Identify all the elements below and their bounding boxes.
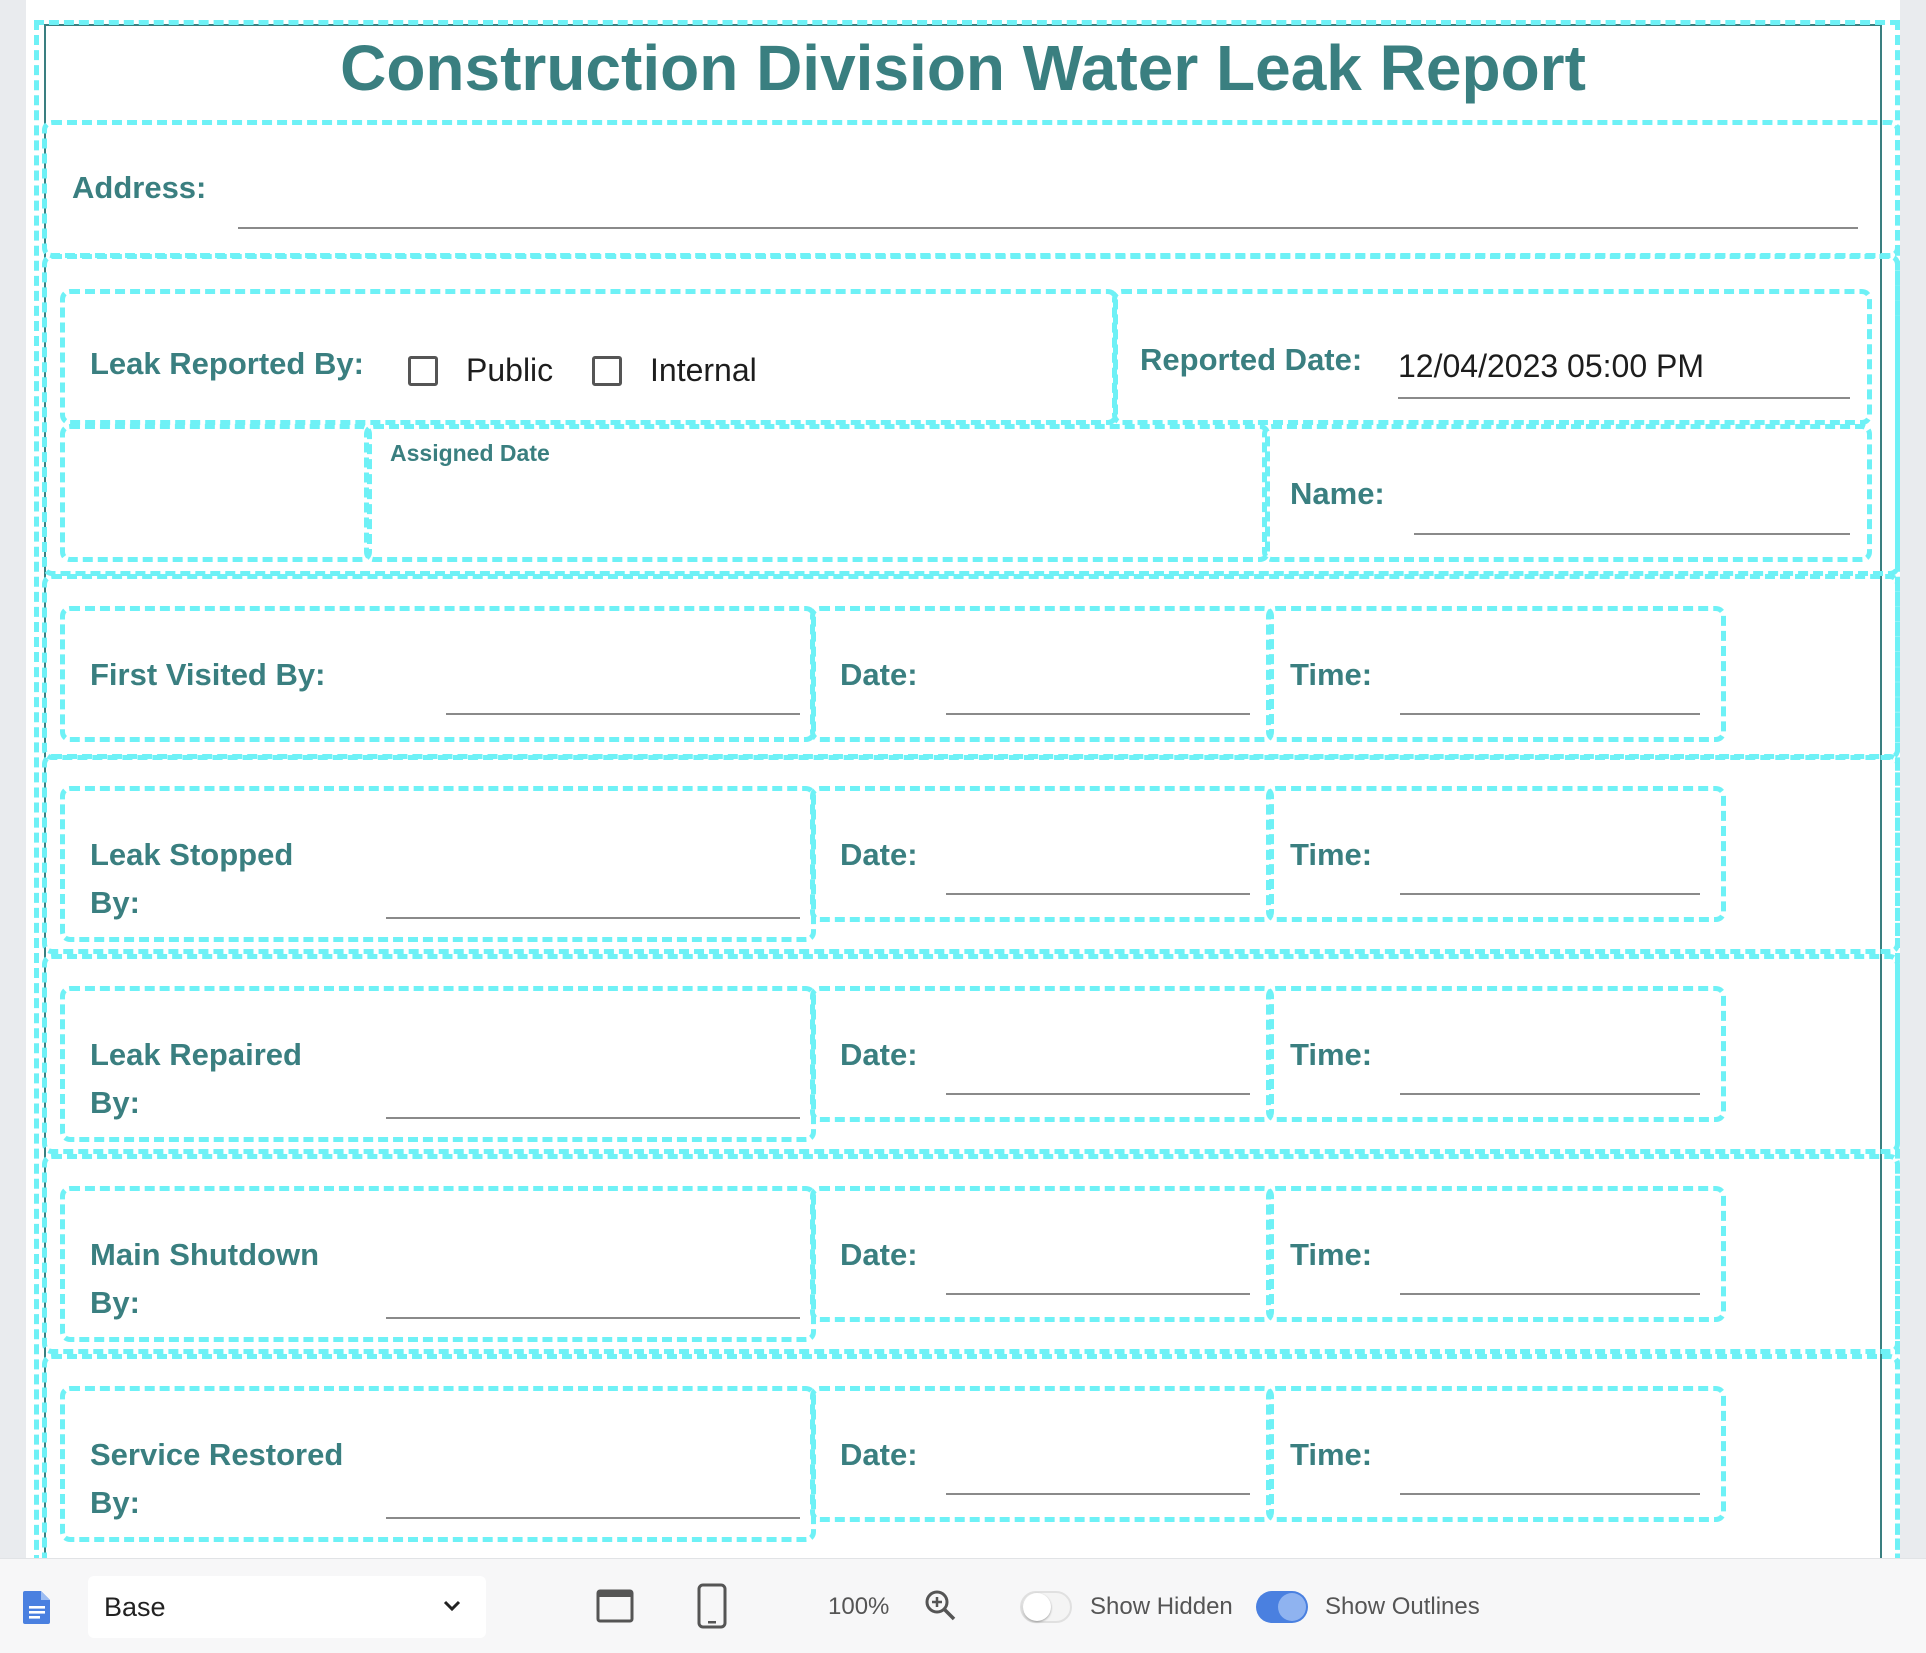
assigned-date-label: Assigned Date <box>390 440 550 466</box>
leak-stopped-label-line1: Leak Stopped <box>90 837 294 872</box>
leak-stopped-time-label: Time: <box>1290 837 1373 872</box>
desktop-view-icon[interactable] <box>596 1589 634 1628</box>
reported-date-label: Reported Date: <box>1140 342 1363 377</box>
leak-repaired-label-line2: By: <box>90 1085 140 1120</box>
chevron-down-icon <box>440 1590 464 1620</box>
main-shutdown-label-line2: By: <box>90 1285 140 1320</box>
leak-reported-by-label: Leak Reported By: <box>90 346 364 381</box>
toggle-knob <box>1023 1593 1051 1621</box>
public-option-label[interactable]: Public <box>466 352 554 388</box>
show-hidden-toggle[interactable] <box>1020 1591 1072 1623</box>
form-title: Construction Division Water Leak Report <box>340 32 1586 104</box>
view-select[interactable] <box>88 1576 486 1638</box>
name-label: Name: <box>1290 476 1385 511</box>
toggle-knob <box>1278 1593 1306 1621</box>
first-visited-time-label: Time: <box>1290 657 1373 692</box>
show-hidden-label[interactable]: Show Hidden <box>1090 1593 1233 1620</box>
form-outline <box>34 20 1900 1558</box>
view-select-value: Base <box>104 1592 166 1622</box>
document-icon[interactable] <box>22 1589 52 1630</box>
internal-option-label[interactable]: Internal <box>650 352 757 388</box>
zoom-level: 100% <box>828 1593 890 1620</box>
main-shutdown-label-line1: Main Shutdown <box>90 1237 320 1272</box>
service-restored-label-line1: Service Restored <box>90 1437 344 1472</box>
leak-stopped-label-line2: By: <box>90 885 140 920</box>
form-page <box>26 0 1900 1558</box>
leak-repaired-date-label: Date: <box>840 1037 918 1072</box>
main-shutdown-time-label: Time: <box>1290 1237 1373 1272</box>
first-visited-label: First Visited By: <box>90 657 326 692</box>
zoom-in-icon[interactable] <box>924 1589 956 1626</box>
leak-repaired-time-label: Time: <box>1290 1037 1373 1072</box>
reported-date-value[interactable]: 12/04/2023 05:00 PM <box>1398 348 1705 384</box>
service-restored-label-line2: By: <box>90 1485 140 1520</box>
first-visited-date-label: Date: <box>840 657 918 692</box>
mobile-view-icon[interactable] <box>696 1583 728 1634</box>
address-label: Address: <box>72 170 207 205</box>
bottom-toolbar <box>0 1558 1926 1653</box>
leak-repaired-label-line1: Leak Repaired <box>90 1037 302 1072</box>
service-restored-time-label: Time: <box>1290 1437 1373 1472</box>
service-restored-date-label: Date: <box>840 1437 918 1472</box>
main-shutdown-date-label: Date: <box>840 1237 918 1272</box>
show-outlines-label[interactable]: Show Outlines <box>1325 1593 1480 1620</box>
leak-stopped-date-label: Date: <box>840 837 918 872</box>
show-outlines-toggle[interactable] <box>1256 1591 1308 1623</box>
